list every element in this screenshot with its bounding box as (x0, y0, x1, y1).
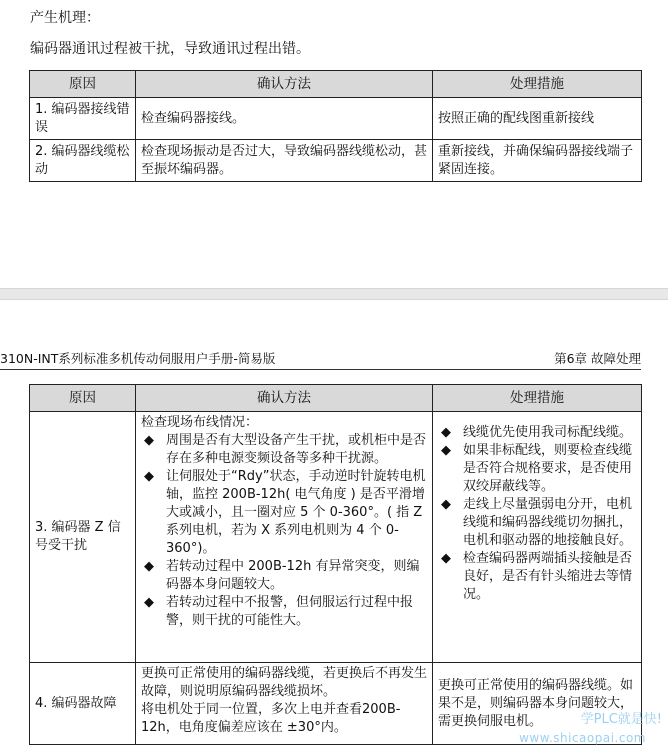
list-item-text: 走线上尽量强弱电分开，电机线缆和编码器线缆切勿捆扎，电机和驱动器的地接触良好。 (463, 497, 633, 548)
section-description: 编码器通讯过程被干扰，导致通讯过程出错。 (30, 41, 310, 57)
column-header-action: 处理措施 (433, 385, 642, 412)
list-item (438, 550, 636, 604)
diamond-bullet-icon: ◆ (441, 551, 451, 566)
section-heading: 产生机理： (30, 10, 100, 26)
method-cell: 检查编码器接线。 (136, 98, 433, 140)
list-item (438, 496, 636, 550)
diamond-bullet-icon: ◆ (144, 433, 154, 448)
action-cell (433, 412, 642, 663)
watermark-url: www.shicaopai.com (519, 731, 646, 745)
table-row (30, 140, 642, 182)
table-row (30, 98, 642, 140)
cause-cell: 4. 编码器故障 (30, 663, 136, 745)
diamond-bullet-icon: ◆ (144, 469, 154, 484)
action-cell: 更换可正常使用的编码器线缆。如果不是，则编码器本身问题较大，需更换伺服电机。 (433, 663, 642, 745)
method-cell (136, 412, 433, 663)
cause-cell: 3. 编码器 Z 信号受干扰 (30, 412, 136, 663)
diamond-bullet-icon: ◆ (144, 595, 154, 610)
fault-table-1 (29, 70, 642, 182)
diamond-bullet-icon: ◆ (441, 443, 451, 458)
action-bullet-list (438, 424, 636, 604)
fault-table-2 (29, 384, 642, 745)
list-item-text: 线缆优先使用我司标配线缆。 (463, 425, 633, 440)
diamond-bullet-icon: ◆ (441, 425, 451, 440)
list-item (141, 468, 427, 558)
table-header-row (30, 385, 642, 412)
list-item-text: 若转动过程中 200B-12h 有异常突变，则编码器本身问题较大。 (166, 559, 420, 592)
list-item (141, 558, 427, 594)
manual-title: 310N-INT系列标准多机传动伺服用户手册-简易版 (0, 351, 276, 366)
list-item-text: 如果非标配线，则要检查线缆是否符合规格要求，是否使用双绞屏蔽线等。 (463, 443, 633, 494)
method-cell: 检查现场振动是否过大，导致编码器线缆松动，甚至振坏编码器。 (136, 140, 433, 182)
column-header-cause: 原因 (30, 71, 136, 98)
column-header-action: 处理措施 (433, 71, 642, 98)
cause-cell: 1. 编码器接线错误 (30, 98, 136, 140)
list-item-text: 检查编码器两端插头接触是否良好，是否有针头缩进去等情况。 (463, 551, 633, 602)
diamond-bullet-icon: ◆ (144, 559, 154, 574)
action-cell: 按照正确的配线图重新接线 (433, 98, 642, 140)
table-header-row (30, 71, 642, 98)
method-bullet-list (141, 432, 427, 630)
list-item (141, 594, 427, 630)
cause-cell: 2. 编码器线缆松动 (30, 140, 136, 182)
list-item-text: 周围是否有大型设备产生干扰，或机柜中是否存在多种电源变频设备等多种干扰源。 (166, 433, 427, 466)
list-item (438, 424, 636, 442)
column-header-method: 确认方法 (136, 71, 433, 98)
list-item (438, 442, 636, 496)
column-header-method: 确认方法 (136, 385, 433, 412)
diamond-bullet-icon: ◆ (441, 497, 451, 512)
table-row (30, 412, 642, 663)
chapter-title: 第6章 故障处理 (554, 351, 641, 366)
list-item (141, 432, 427, 468)
method-intro: 检查现场布线情况： (141, 415, 259, 430)
column-header-cause: 原因 (30, 385, 136, 412)
action-cell: 重新接线，并确保编码器接线端子紧固连接。 (433, 140, 642, 182)
list-item-text: 让伺服处于“Rdy”状态，手动逆时针旋转电机轴，监控 200B-12h( 电气角度 ) 是否平滑增大或减小，且一圈对应 5 个 0-360°。( 指 Z 系列电机，若为 X 系列电机则为 4 个 0-360°)。 (166, 469, 426, 556)
list-item-text: 若转动过程中不报警，但伺服运行过程中报警，则干扰的可能性大。 (166, 595, 414, 628)
header-divider (0, 369, 641, 370)
page-break (0, 288, 668, 300)
watermark-slogan: 学PLC就是快! (580, 712, 662, 727)
method-cell: 更换可正常使用的编码器线缆，若更换后不再发生故障，则说明原编码器线缆损坏。 将电机处于同一位置，多次上电并查看200B-12h，电角度偏差应该在 ±30°内。 (136, 663, 433, 745)
